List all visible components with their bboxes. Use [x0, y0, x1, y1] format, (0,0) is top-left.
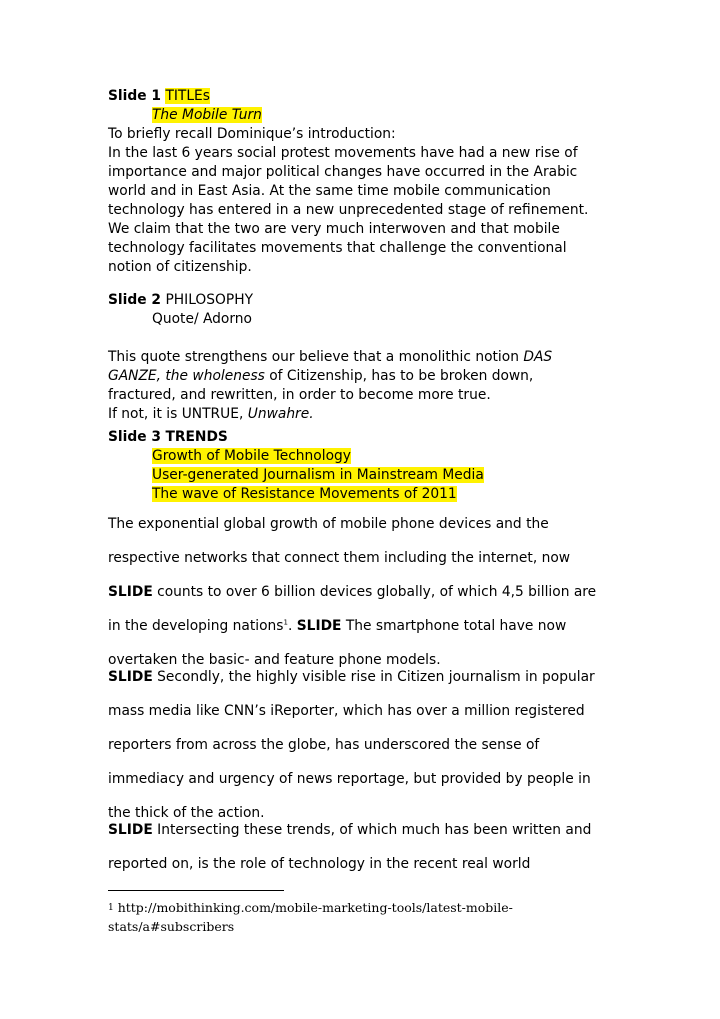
slide1-subtitle: The Mobile Turn [152, 107, 262, 123]
slide1-subtitle-line [108, 106, 628, 125]
slide2-heading [108, 291, 628, 310]
body-line [108, 813, 628, 847]
body-text: . [287, 618, 297, 634]
slide1-line: technology has entered in a new unprecedented stage of refinement. [108, 202, 589, 218]
body-line [108, 660, 628, 694]
body-line: overtaken the basic- and feature phone models. [108, 652, 441, 668]
slide2-subtitle: Quote/ Adorno [152, 311, 252, 327]
slide3-tag: TRENDS [165, 429, 228, 445]
slide1-line: We claim that the two are very much interwoven and that mobile [108, 221, 560, 237]
body-line: respective networks that connect them including the internet, now [108, 550, 571, 566]
slide-marker: SLIDE [108, 822, 153, 838]
slide2-line [108, 405, 628, 424]
body-text: counts to over 6 billion devices globally, of which 4,5 billion are [152, 584, 597, 600]
slide1-line: importance and major political changes have occurred in the Arabic [108, 164, 578, 180]
slide1-line: world and in East Asia. At the same time mobile communication [108, 183, 551, 199]
slide3-heading [108, 428, 628, 447]
body-paragraph-1 [108, 507, 628, 677]
body-line: the thick of the action. [108, 805, 265, 821]
slide1-tag: TITLEs [165, 88, 210, 104]
slide2-tag: PHILOSOPHY [165, 292, 253, 308]
slide3-item [108, 466, 628, 485]
slide-marker: SLIDE [108, 584, 153, 600]
slide2-line [108, 367, 628, 386]
slide2-text: This quote strengthens our believe that a monolithic notion [108, 349, 524, 365]
body-paragraph-3 [108, 813, 628, 881]
body-line: The exponential global growth of mobile phone devices and the [108, 516, 549, 532]
slide1-line: notion of citizenship. [108, 259, 252, 275]
footnote-line[interactable]: stats/a#subscribers [108, 919, 235, 934]
slide2-text: of Citizenship, has to be broken down, [264, 368, 534, 384]
body-line: immediacy and urgency of news reportage, but provided by people in [108, 771, 591, 787]
slide1-line: technology facilitates movements that challenge the conventional [108, 240, 567, 256]
body-text: The smartphone total have now [341, 618, 567, 634]
slide2-line: fractured, and rewritten, in order to become more true. [108, 387, 491, 403]
slide3-section [108, 428, 628, 504]
footnote-separator [108, 890, 284, 891]
slide3-label: Slide 3 [108, 429, 162, 445]
slide2-emphasis: DAS [523, 349, 553, 365]
slide-marker: SLIDE [296, 618, 342, 634]
footnote-line [108, 898, 628, 917]
slide2-emphasis: GANZE, the wholeness [108, 368, 265, 384]
slide3-item [108, 485, 628, 504]
body-paragraph-2 [108, 660, 628, 830]
slide3-item-text: The wave of Resistance Movements of 2011 [152, 486, 457, 502]
slide3-item-text: User-generated Journalism in Mainstream Media [152, 467, 484, 483]
body-line [108, 609, 628, 643]
slide1-heading [108, 87, 628, 106]
slide3-item [108, 447, 628, 466]
footnote-url[interactable]: http://mobithinking.com/mobile-marketing-tools/latest-mobile- [113, 900, 513, 915]
body-line: reporters from across the globe, has underscored the sense of [108, 737, 540, 753]
footnote-number: 1 [108, 903, 114, 913]
slide2-emphasis: Unwahre. [247, 406, 314, 422]
footnote-reference[interactable]: 1 [283, 618, 288, 627]
slide2-text: If not, it is UNTRUE, [108, 406, 248, 422]
slide2-line [108, 348, 628, 367]
slide2-label: Slide 2 [108, 292, 162, 308]
body-text: Intersecting these trends, of which much has been written and [152, 822, 592, 838]
slide3-item-text: Growth of Mobile Technology [152, 448, 351, 464]
body-line: mass media like CNN’s iReporter, which has over a million registered [108, 703, 585, 719]
slide1-section [108, 87, 628, 277]
slide-marker: SLIDE [108, 669, 153, 685]
body-text: in the developing nations [108, 618, 284, 634]
slide1-line: In the last 6 years social protest movements have had a new rise of [108, 145, 578, 161]
footnote [108, 898, 628, 936]
slide1-label: Slide 1 [108, 88, 162, 104]
body-line [108, 575, 628, 609]
slide1-line: To briefly recall Dominique’s introduction: [108, 126, 396, 142]
body-text: Secondly, the highly visible rise in Citizen journalism in popular [152, 669, 595, 685]
body-line: reported on, is the role of technology in the recent real world [108, 856, 531, 872]
slide2-section [108, 291, 628, 424]
